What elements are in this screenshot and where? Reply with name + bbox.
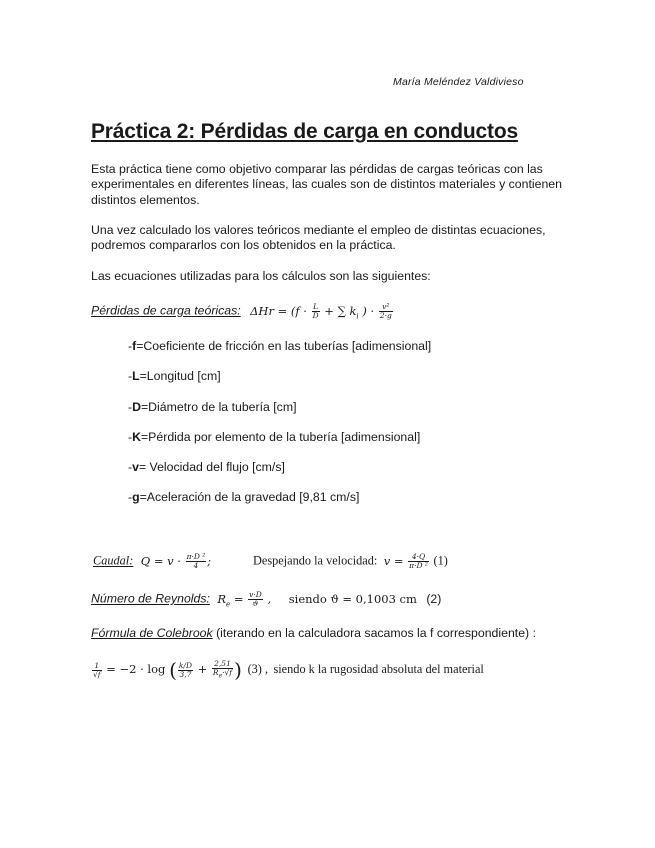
colebrook-heading: Fórmula de Colebrook	[91, 626, 213, 640]
equations-intro: Las ecuaciones utilizadas para los cálculos son las siguientes:	[91, 269, 431, 283]
variable-L: -L=Longitud [cm]	[128, 369, 221, 383]
reynolds-siendo: siendo ϑ = 0,1003 cm	[288, 591, 417, 606]
colebrook-description: (iterando en la calculadora sacamos la f correspondiente) :	[212, 626, 536, 640]
reynolds-heading: Número de Reynolds:	[91, 591, 210, 606]
colebrook-formula-line	[91, 658, 484, 682]
author-name: María Meléndez Valdivieso	[393, 76, 524, 88]
equation-ref-2: (2)	[426, 591, 442, 606]
variable-v: -v= Velocidad del flujo [cm/s]	[128, 460, 285, 474]
velocity-formula: v = $\frac{4\cdot Q}{\text{π·D ²}}$	[383, 552, 428, 570]
colebrook-tail: siendo k la rugosidad absoluta del material	[273, 662, 484, 676]
second-paragraph: Una vez calculado los valores teóricos mediante el empleo de distintas ecuaciones, podremos compararlos con los obtenidos en la práctica.	[91, 223, 546, 253]
reynolds-formula: $R_e$ = $\frac{v\cdot D}{ϑ}$ ,	[217, 590, 272, 608]
despejando-label: Despejando la velocidad:	[253, 553, 378, 568]
page-title: Práctica 2: Pérdidas de carga en conductos	[91, 120, 518, 143]
caudal-heading: Caudal:	[93, 553, 134, 568]
losses-formula: ΔHr = (f · $\frac{L}{D}$ + ∑ $k_i$ ) · $\frac{\text{v²}}{2\cdot g}$	[250, 302, 392, 320]
equation-ref-1: (1)	[433, 553, 448, 568]
losses-heading: Pérdidas de carga teóricas:	[91, 303, 241, 318]
losses-formula-line	[91, 303, 394, 320]
variable-D: -D=Diámetro de la tubería [cm]	[128, 400, 297, 414]
reynolds-line	[91, 591, 441, 608]
variable-K: -K=Pérdida por elemento de la tubería [adimensional]	[128, 430, 421, 444]
velocity-line	[253, 553, 448, 570]
caudal-formula: Q = v · $\frac{\text{π·D ²}}{4}$ ;	[140, 552, 212, 570]
colebrook-formula: $\frac{1}{√f}$ = −2 · log ( $\frac{k/D}{3,7}$ + $\frac{2,51}{R_e\cdot√f}$ )	[93, 658, 242, 682]
variable-g: -g=Aceleración de la gravedad [9,81 cm/s]	[128, 490, 360, 504]
colebrook-heading-line	[91, 626, 536, 640]
intro-paragraph: Esta práctica tiene como objetivo comparar las pérdidas de cargas teóricas con las experimentales en diferentes líneas, las cuales son de distintos materiales y contienen distintos elementos.	[91, 162, 562, 207]
equation-ref-3: (3) ,	[247, 662, 269, 676]
variable-f: -f=Coeficiente de fricción en las tuberías [adimensional]	[128, 339, 432, 353]
caudal-line	[93, 553, 211, 570]
